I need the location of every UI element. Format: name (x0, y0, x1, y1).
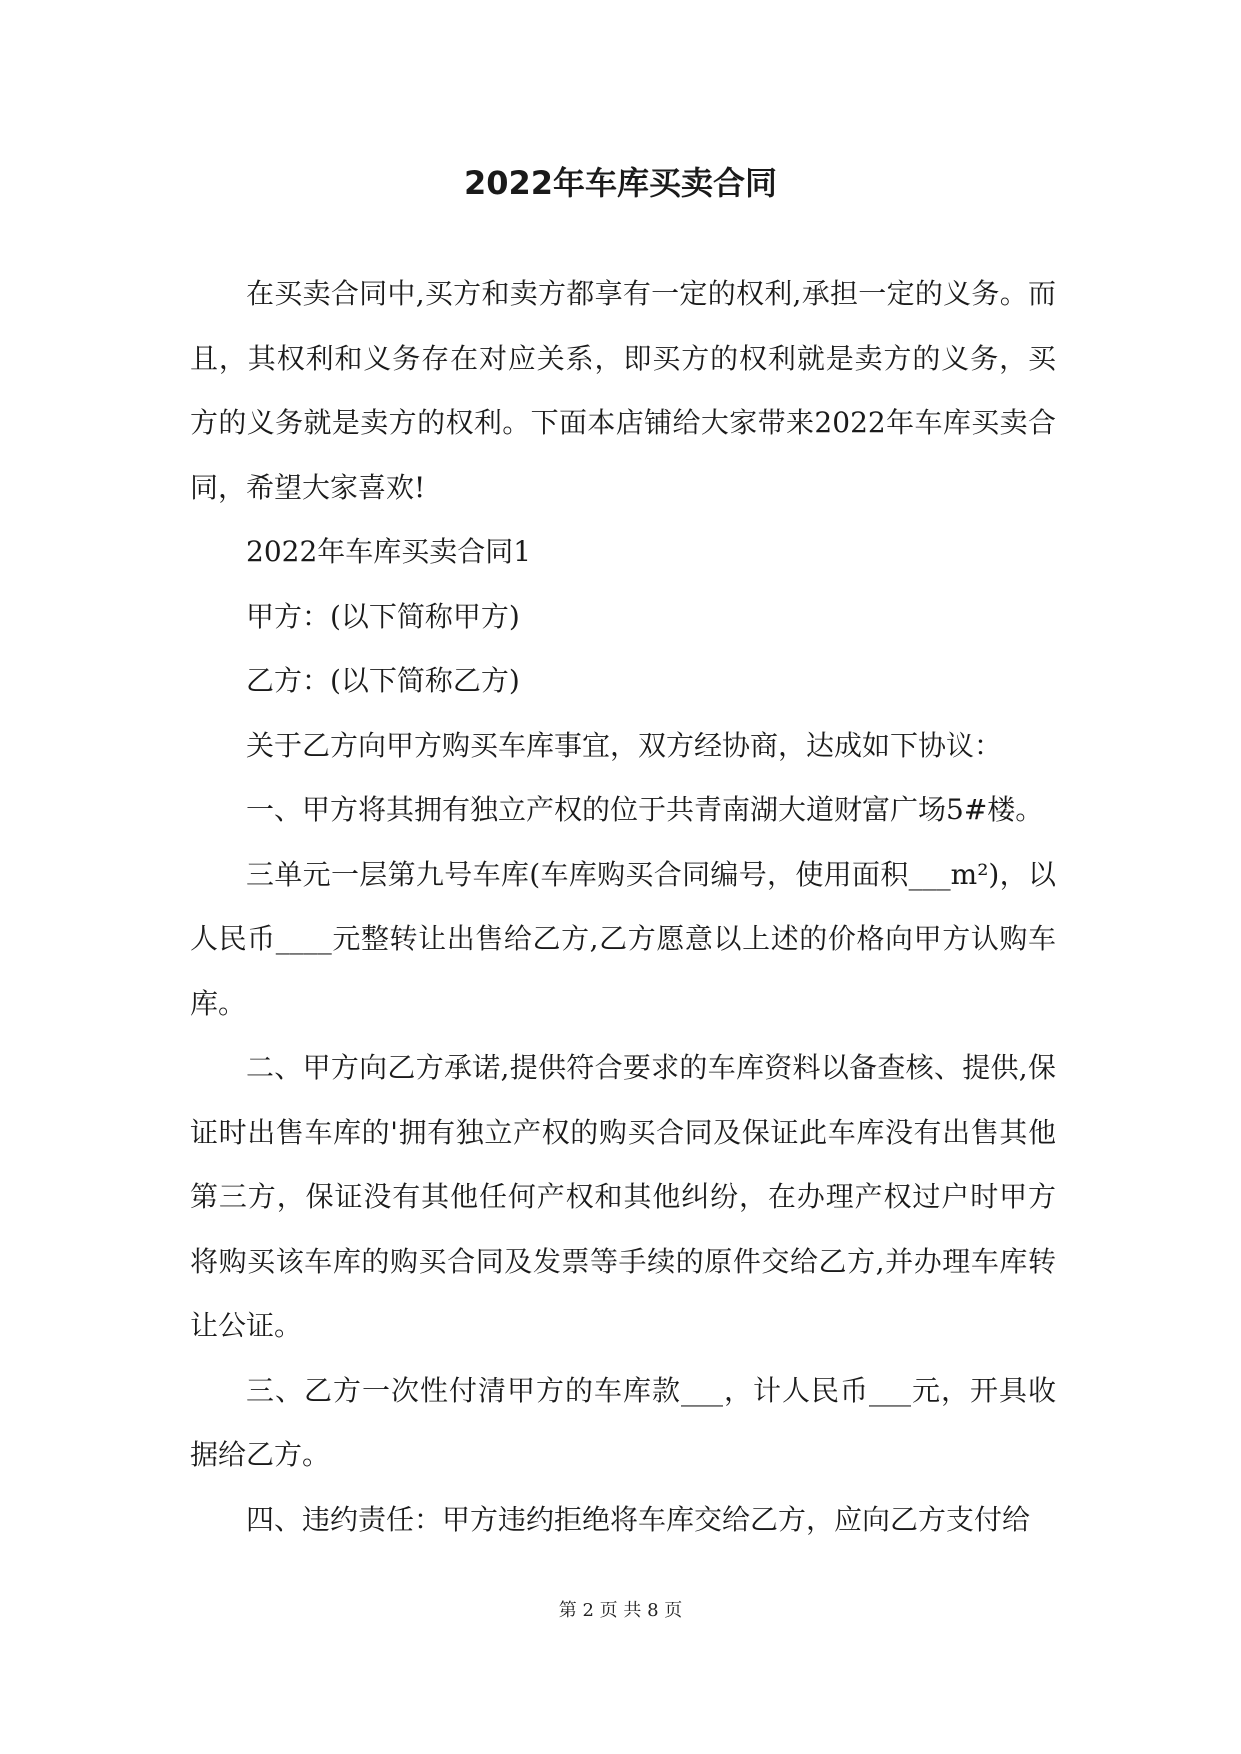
paragraph-clause-2: 二、甲方向乙方承诺,提供符合要求的车库资料以备查核、提供,保证时出售车库的'拥有独立产权的购买合同及保证此车库没有出售其他第三方，保证没有其他任何产权和其他纠纷，在办理产权过户时甲方将购买该车库的购买合同及发票等手续的原件交给乙方,并办理车库转让公证。 (190, 1051, 1056, 1342)
page-number-footer: 第 2 页 共 8 页 (558, 1600, 683, 1621)
document-body (190, 262, 1056, 1552)
paragraph-contract-heading: 2022年车库买卖合同1 (246, 535, 532, 568)
paragraph-clause-3: 三、乙方一次性付清甲方的车库款___，计人民币___元，开具收据给乙方。 (190, 1373, 1056, 1471)
paragraph-party-a: 甲方：(以下简称甲方) (246, 599, 520, 633)
paragraph-intro: 在买卖合同中,买方和卖方都享有一定的权利,承担一定的义务。而且，其权利和义务存在对应关系，即买方的权利就是卖方的义务，买方的义务就是卖方的权利。下面本店铺给大家带来2022年车库买卖合同，希望大家喜欢! (190, 277, 1056, 504)
document-title: 2022年车库买卖合同 (463, 164, 778, 202)
paragraph-agreement: 关于乙方向甲方购买车库事宜，双方经协商，达成如下协议： (246, 728, 1003, 762)
paragraph-clause-4: 四、违约责任：甲方违约拒绝将车库交给乙方，应向乙方支付给 (246, 1502, 1031, 1536)
paragraph-party-b: 乙方：(以下简称乙方) (246, 664, 520, 697)
paragraph-clause-1-detail: 三单元一层第九号车库(车库购买合同编号，使用面积___m²)，以人民币____元整转让出售给乙方,乙方愿意以上述的价格向甲方认购车库。 (190, 857, 1056, 1020)
paragraph-clause-1: 一、甲方将其拥有独立产权的位于共青南湖大道财富广场5#楼。 (246, 793, 1044, 826)
